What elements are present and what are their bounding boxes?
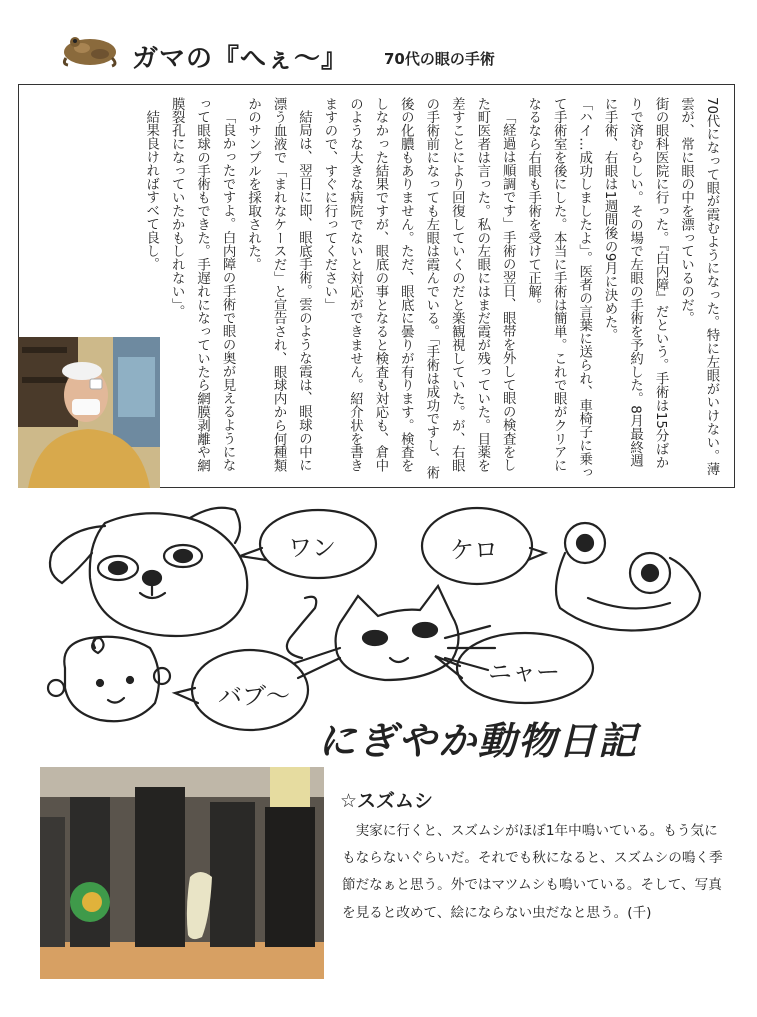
frog-speech-bubble	[422, 508, 545, 584]
dog-speech-bubble	[240, 510, 376, 578]
banner-title: にぎやか動物日記	[318, 719, 639, 763]
cat-doodle	[287, 586, 495, 680]
essay-paragraph: 結局は、翌日に即、眼底手術。雲のような霞は、眼球の中に漂う血液で「まれなケースだ」と宣告され、眼球内から何種類かのサンプルを採取された。	[245, 97, 312, 473]
essay-paragraph: 「経過は順調です」手術の翌日、眼帯を外して眼の検査をした町医者は言った。私の左眼にはまだ霞が残っていた。目薬を差すことにより回復していくのだと楽観視していた。が、右眼の手術前になっても左眼は霞んでいる。「手術は成功ですし、術後の化膿もありません。ただ、眼底に曇りが有ります。検査をしなかった結果ですが、眼底の事となると検査も対応も、倉中のような大きな病院でないと対応ができません。紹介状を書きますので、すぐに行ってください」	[321, 97, 516, 479]
essay-paragraph: 70代になって眼が霞むようになった。特に左眼がいけない。薄雲が、常に眼の中を漂っているのだ。	[678, 97, 719, 476]
page-title: ガマの『へぇ〜』	[132, 44, 349, 74]
suzumushi-photo	[40, 767, 324, 979]
article-body	[342, 818, 728, 927]
baby-speech-bubble	[175, 650, 308, 730]
dog-doodle	[50, 508, 247, 636]
essay-paragraph: 「良かったですよ。白内障の手術で眼の奥が見えるようになって眼球の手術もできた。手遅れになっていたら網膜剥離や網膜裂孔になっていたかもしれない」。	[169, 97, 236, 473]
dog-sound: ワン	[288, 534, 336, 562]
essay-paragraph: 結果良ければすべて良し。	[143, 110, 159, 272]
baby-sound: バブ〜	[218, 682, 290, 710]
essay-paragraph: 「ハイ…成功しましたよ」。医者の言葉に送られ、車椅子に乗って手術室を後にした。本当に手術は簡単。これで眼がクリアになるなら右眼も手術を受けて正解。	[525, 97, 592, 479]
author-photo	[18, 337, 160, 488]
cat-sound: ニャー	[488, 658, 560, 686]
article-paragraph: 実家に行くと、スズムシがほぼ1年中鳴いている。もう気にもならないぐらいだ。それでも秋になると、スズムシの鳴く季節だなぁと思う。外ではマツムシも鳴いている。そして、写真を見ると改めて、絵にならない虫だなと思う。(千)	[342, 823, 723, 921]
baby-doodle	[48, 637, 170, 721]
frog-sound: ケロ	[450, 536, 498, 564]
essay-paragraph: 街の眼科医院に行った。『白内障』だという。手術は15分ばかりで済むらしい。その場で左眼の手術を予約した。8月最終週に手術、右眼は1週間後の9月に決めた。	[602, 97, 669, 470]
page-subtitle: 70代の眼の手術	[384, 50, 495, 68]
toad-icon	[60, 28, 120, 68]
article-heading: ☆スズムシ	[340, 790, 434, 812]
frog-doodle	[556, 523, 700, 631]
